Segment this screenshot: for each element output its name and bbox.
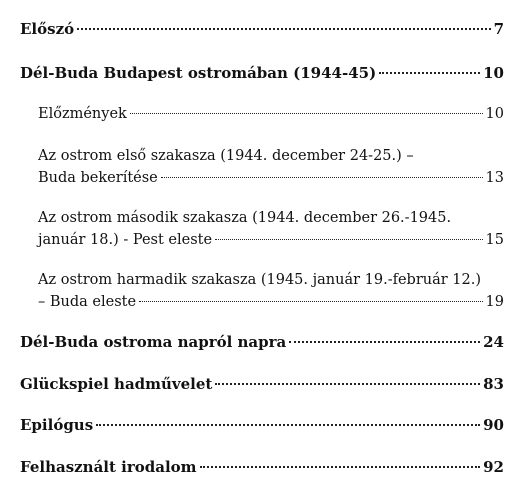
toc-entry-epilogus[interactable] bbox=[20, 414, 504, 436]
toc-entry-page: 83 bbox=[483, 375, 504, 393]
toc-entry-title-line1: Az ostrom második szakasza (1944. december 26.-1945. bbox=[38, 210, 452, 226]
toc-entry-page: 7 bbox=[493, 20, 504, 38]
dot-leader bbox=[130, 113, 483, 114]
dot-leader bbox=[215, 239, 482, 240]
toc-entry-title-line2-row bbox=[38, 291, 504, 313]
dot-leader bbox=[379, 72, 480, 74]
toc-entry-title-line1: Az ostrom első szakasza (1944. december 24-25.) – bbox=[38, 148, 414, 164]
toc-entry-title-line2: január 18.) - Pest eleste bbox=[38, 232, 213, 248]
toc-subentry-masodik-szakasz[interactable] bbox=[38, 207, 504, 251]
dot-leader bbox=[215, 383, 480, 385]
toc-entry-page: 13 bbox=[485, 170, 504, 186]
toc-entry-eloszo[interactable] bbox=[20, 18, 504, 40]
toc-entry-gluckspiel-hadmuvelet[interactable] bbox=[20, 373, 504, 395]
toc-subentry-elozmenyek[interactable] bbox=[38, 103, 504, 125]
toc-entry-title: Előszó bbox=[20, 20, 75, 38]
dot-leader bbox=[161, 177, 483, 178]
toc-entry-page: 90 bbox=[483, 416, 504, 434]
toc-entry-title-line1: Az ostrom harmadik szakasza (1945. január 19.-február 12.) bbox=[38, 272, 481, 288]
dot-leader bbox=[200, 466, 481, 468]
toc-entry-title: Előzmények bbox=[38, 106, 127, 122]
dot-leader bbox=[77, 28, 490, 30]
toc-entry-page: 24 bbox=[483, 333, 504, 351]
toc-entry-page: 92 bbox=[483, 458, 504, 476]
dot-leader bbox=[139, 301, 483, 302]
toc-entry-title: Dél-Buda ostroma napról napra bbox=[20, 333, 287, 351]
toc-entry-title: Glückspiel hadművelet bbox=[20, 375, 213, 393]
toc-entry-page: 19 bbox=[485, 294, 504, 310]
toc-entry-page: 15 bbox=[485, 232, 504, 248]
toc-entry-title-line2: – Buda eleste bbox=[38, 294, 137, 310]
toc-entry-title-line2-row bbox=[38, 167, 504, 189]
toc-entry-title: Epilógus bbox=[20, 416, 94, 434]
toc-entry-title: Felhasznált irodalom bbox=[20, 458, 197, 476]
toc-subentry-harmadik-szakasz[interactable] bbox=[38, 269, 504, 313]
toc-entry-del-buda-ostroma-naprol-napra[interactable] bbox=[20, 331, 504, 353]
toc-entry-page: 10 bbox=[483, 64, 504, 82]
toc-subentry-elso-szakasz[interactable] bbox=[38, 145, 504, 189]
dot-leader bbox=[289, 341, 480, 343]
dot-leader bbox=[96, 424, 480, 426]
toc-entry-title: Dél-Buda Budapest ostromában (1944-45) bbox=[20, 64, 377, 82]
toc-entry-page: 10 bbox=[485, 106, 504, 122]
toc-entry-felhasznalt-irodalom[interactable] bbox=[20, 456, 504, 478]
toc-entry-title-line2-row bbox=[38, 229, 504, 251]
toc-entry-title-line2: Buda bekerítése bbox=[38, 170, 158, 186]
toc-entry-del-buda-budapest-ostromaban[interactable] bbox=[20, 62, 504, 84]
